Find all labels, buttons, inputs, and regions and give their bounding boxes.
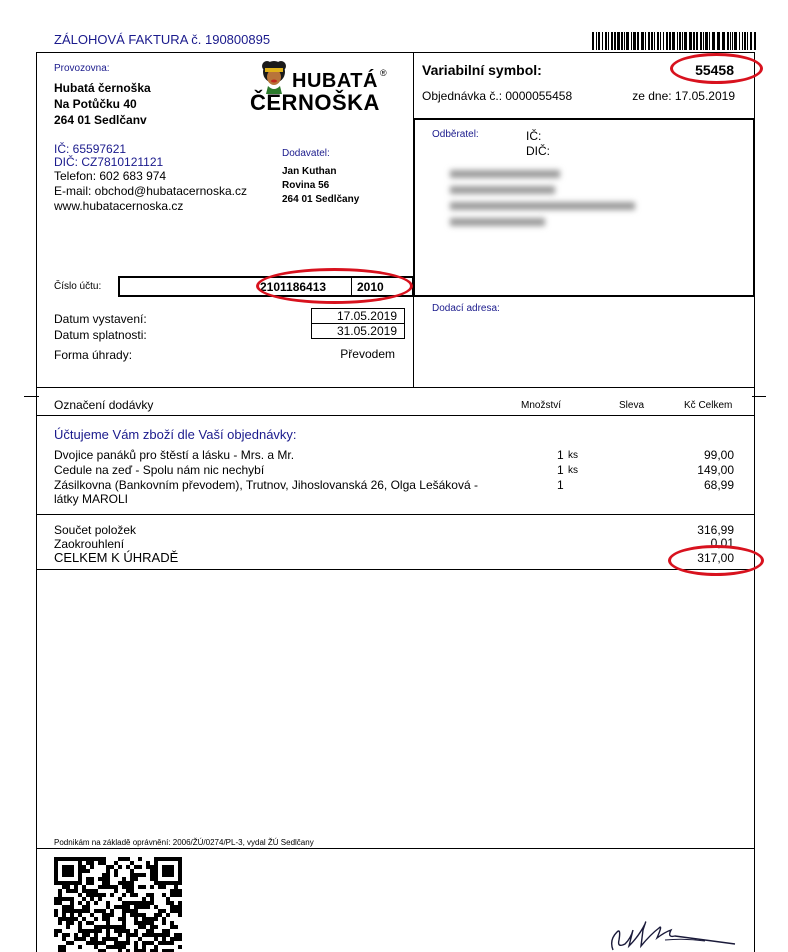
totals-divider <box>36 569 755 570</box>
item-unit: ks <box>568 450 578 461</box>
supplier-email: E-mail: obchod@hubatacernoska.cz <box>54 184 247 198</box>
logo-text-line1: HUBATÁ <box>292 70 378 92</box>
col-header-total: Kč Celkem <box>684 400 733 411</box>
brand-logo <box>250 58 390 118</box>
item-desc: Cedule na zeď - Spolu nám nic nechybí <box>54 463 265 477</box>
item-qty: 1 <box>557 448 564 462</box>
annotation-circle-total <box>668 545 764 576</box>
footer-note: Podnikám na základě oprávnění: 2006/ŽÚ/0274/PL-3, vydal ŽÚ Sedlčany <box>54 838 314 847</box>
odberatel-label: Odběratel: <box>432 129 479 140</box>
dodavatel-city: 264 01 Sedlčany <box>282 194 360 205</box>
supplier-dic: DIČ: CZ7810121121 <box>54 155 164 169</box>
logo-text-line2: ČERNOŠKA <box>250 90 380 115</box>
total-value: 317,00 <box>697 551 734 565</box>
annotation-circle-account <box>256 268 413 304</box>
sum-value: 316,99 <box>697 523 734 537</box>
logo-registered: ® <box>380 68 387 78</box>
provozovna-label: Provozovna: <box>54 63 110 74</box>
item-desc: Dvojice panáků pro štěstí a lásku - Mrs. a Mr. <box>54 448 295 462</box>
payment-label: Forma úhrady: <box>54 348 133 362</box>
barcode <box>592 32 757 52</box>
dodaci-adresa-label: Dodací adresa: <box>432 303 500 314</box>
supplier-name: Hubatá černoška <box>54 81 151 95</box>
item-total: 68,99 <box>703 478 734 492</box>
frame-left <box>36 52 37 952</box>
table-header-divider <box>36 415 755 416</box>
frame-top <box>36 52 755 53</box>
rounding-label: Zaokrouhlení <box>54 537 125 551</box>
items-intro: Účtujeme Vám zboží dle Vaší objednávky: <box>54 427 297 442</box>
fold-mark-left <box>24 396 39 397</box>
odberatel-dic: DIČ: <box>526 144 550 158</box>
dodavatel-label: Dodavatel: <box>282 148 330 159</box>
supplier-phone: Telefon: 602 683 974 <box>54 169 167 183</box>
annotation-circle-vs <box>670 53 763 84</box>
item-unit: ks <box>568 465 578 476</box>
col-header-qty: Množství <box>521 400 562 411</box>
total-label: CELKEM K ÚHRADĚ <box>54 550 179 565</box>
item-total: 99,00 <box>703 448 734 462</box>
rounding-value: 0,01 <box>710 536 734 550</box>
vs-label: Variabilní symbol: <box>422 62 542 78</box>
col-header-discount: Sleva <box>619 400 645 411</box>
due-value: 31.05.2019 <box>336 324 397 338</box>
payment-value: Převodem <box>340 347 395 361</box>
item-desc: Zásilkovna (Bankovním převodem), Trutnov, Jihoslovanská 26, Olga Lešáková - <box>54 478 478 492</box>
sum-label: Součet položek <box>54 523 137 537</box>
signature <box>605 910 745 952</box>
logo-face-icon <box>256 58 292 94</box>
issued-label: Datum vystavení: <box>54 312 147 326</box>
fold-mark-right <box>752 396 766 397</box>
account-label: Číslo účtu: <box>54 281 102 292</box>
odberatel-ic: IČ: <box>526 129 542 143</box>
supplier-web: www.hubatacernoska.cz <box>54 199 184 213</box>
vs-value: 55458 <box>695 62 734 78</box>
col-header-desc: Označení dodávky <box>54 398 154 412</box>
item-desc-continued: látky MAROLI <box>54 492 129 506</box>
dodavatel-street: Rovina 56 <box>282 180 330 191</box>
order-number: Objednávka č.: 0000055458 <box>422 89 573 103</box>
supplier-city: 264 01 Sedlčanv <box>54 113 147 127</box>
due-label: Datum splatnosti: <box>54 328 147 342</box>
item-total: 149,00 <box>697 463 734 477</box>
order-date: ze dne: 17.05.2019 <box>632 89 735 103</box>
items-divider <box>36 514 755 515</box>
item-qty: 1 <box>557 478 564 492</box>
supplier-street: Na Potůčku 40 <box>54 97 137 111</box>
invoice-title: ZÁLOHOVÁ FAKTURA č. 190800895 <box>54 32 271 47</box>
issued-value: 17.05.2019 <box>336 309 397 323</box>
customer-address-redacted <box>450 168 640 238</box>
section-divider <box>36 387 755 388</box>
account-number: 2101186413 <box>260 280 327 294</box>
supplier-ic: IČ: 65597621 <box>54 142 127 156</box>
dodavatel-name: Jan Kuthan <box>282 166 337 177</box>
item-qty: 1 <box>557 463 564 477</box>
account-bank-code: 2010 <box>357 280 384 294</box>
qr-code <box>54 857 182 952</box>
